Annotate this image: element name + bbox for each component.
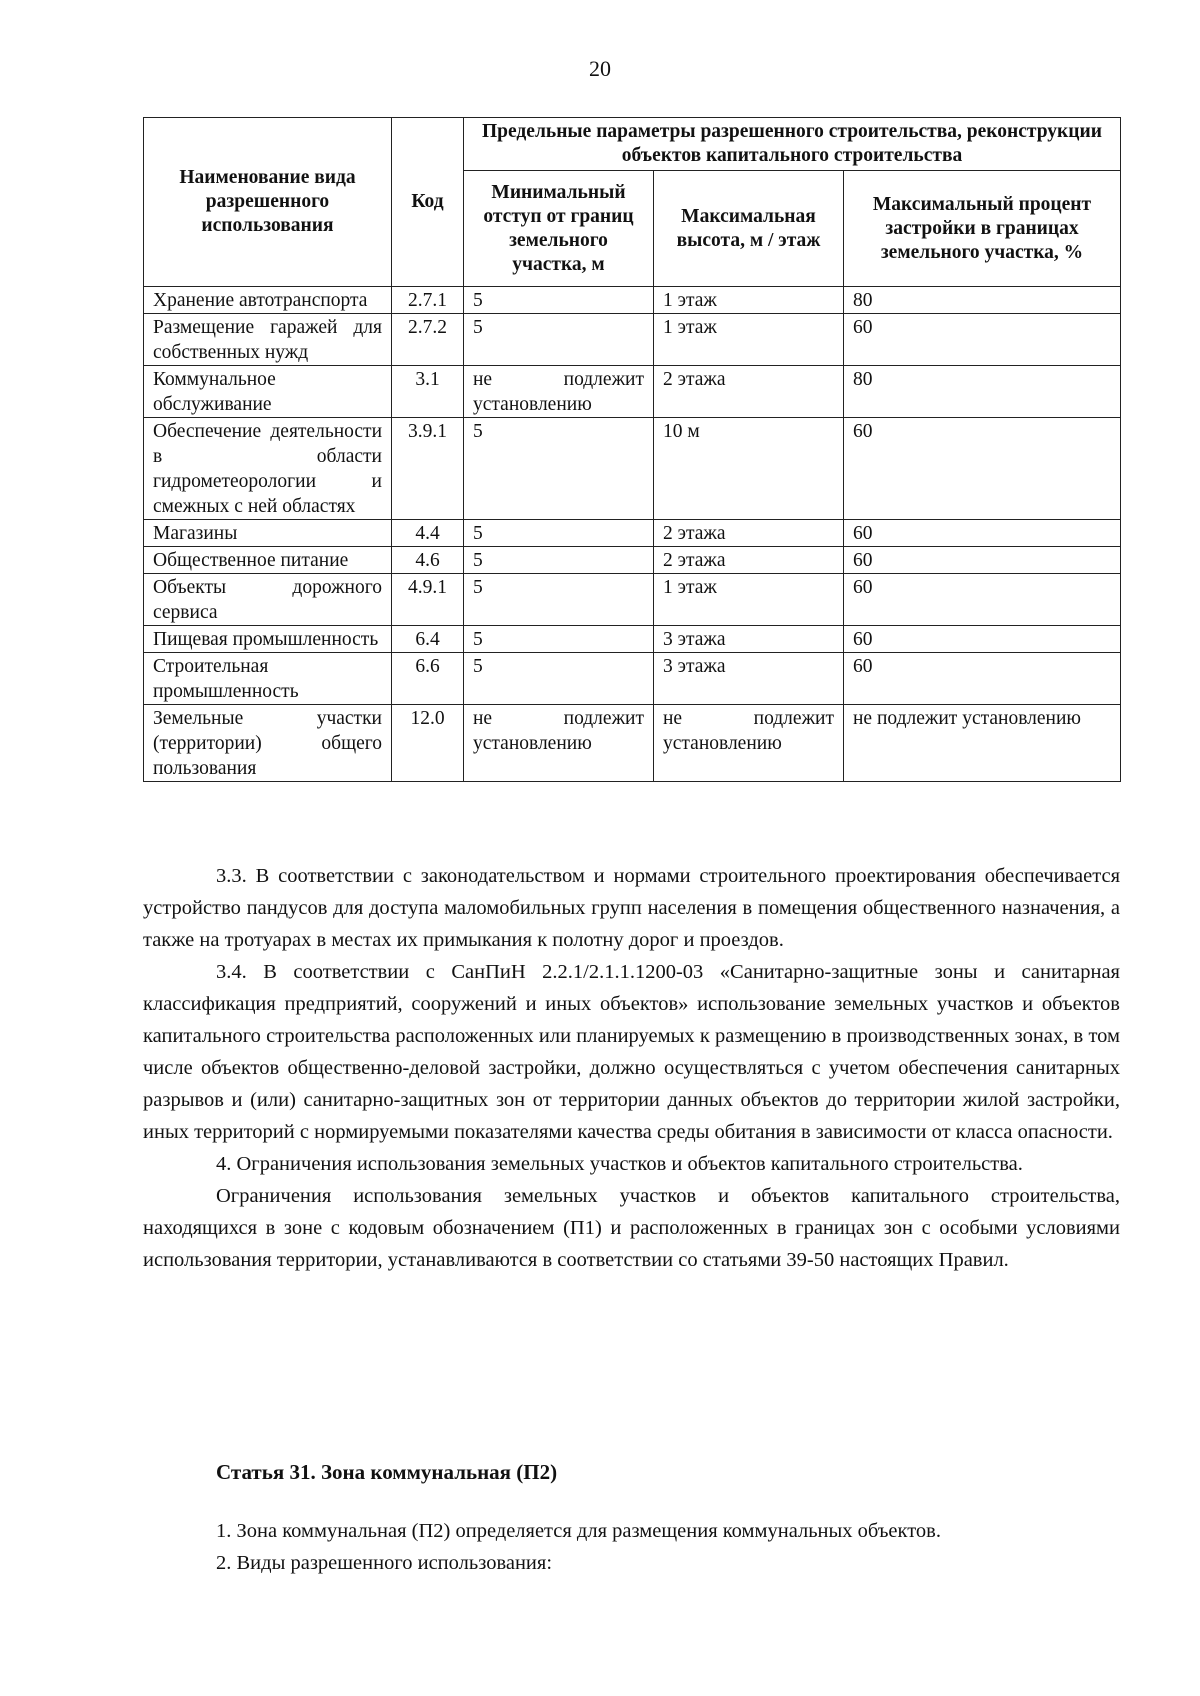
cell-name: Коммунальное обслуживание: [144, 366, 392, 418]
paragraph-4-restrictions: Ограничения использования земельных участков и объектов капитального строительства, находящихся в зоне с кодовым обозначением (П1) и расположенных в границах зон с особыми условиями использования территории, устанавливаются в соответствии со статьями 39-50 настоящих Правил.: [143, 1185, 1120, 1271]
cell-percent: 60: [844, 574, 1121, 626]
table-row: [144, 626, 1121, 653]
cell-code: 3.1: [392, 366, 464, 418]
cell-setback: 5: [464, 287, 654, 314]
cell-percent: 80: [844, 287, 1121, 314]
cell-setback: 5: [464, 418, 654, 520]
cell-height: 3 этажа: [654, 653, 844, 705]
table-row: [144, 366, 1121, 418]
table-row: [144, 287, 1121, 314]
cell-setback: 5: [464, 626, 654, 653]
cell-height: 2 этажа: [654, 547, 844, 574]
cell-percent: 60: [844, 418, 1121, 520]
paragraph-3-4: 3.4. В соответствии с СанПиН 2.2.1/2.1.1.1200-03 «Санитарно-защитные зоны и санитарная классификация предприятий, сооружений и иных объектов» использование земельных участков и объектов капитального строительства расположенных или планируемых к размещению в производственных зонах, в том числе объектов общественно-деловой застройки, должно осуществляться с учетом обеспечения санитарных разрывов и (или) санитарно-защитных зон от территории данных объектов до территории жилой застройки, иных территорий с нормируемыми показателями качества среды обитания в зависимости от класса опасности.: [143, 961, 1120, 1143]
cell-code: 4.6: [392, 547, 464, 574]
cell-setback: 5: [464, 547, 654, 574]
item-1: 1. Зона коммунальная (П2) определяется для размещения коммунальных объектов.: [216, 1520, 941, 1542]
body-text: [143, 860, 1120, 1276]
cell-height: 1 этаж: [654, 574, 844, 626]
cell-height: 1 этаж: [654, 314, 844, 366]
cell-percent: 80: [844, 366, 1121, 418]
cell-name: Хранение автотранспорта: [144, 287, 392, 314]
cell-setback: 5: [464, 574, 654, 626]
cell-percent: 60: [844, 520, 1121, 547]
cell-code: 4.9.1: [392, 574, 464, 626]
cell-name: Строительная промышленность: [144, 653, 392, 705]
cell-name: Обеспечение деятельности в области гидрометеорологии и смежных с ней областях: [144, 418, 392, 520]
cell-height: не подлежит установлению: [654, 705, 844, 782]
col-code-header: Код: [392, 118, 464, 287]
paragraph-3-3: 3.3. В соответствии с законодательством и нормами строительного проектирования обеспечивается устройство пандусов для доступа маломобильных групп населения в помещения общественного назначения, а также на тротуарах в местах их примыкания к полотну дорог и проездов.: [143, 865, 1120, 951]
article-heading: Статья 31. Зона коммунальная (П2): [216, 1460, 558, 1484]
cell-height: 2 этажа: [654, 520, 844, 547]
table-row: [144, 418, 1121, 520]
col-name-header: Наименование вида разрешенного использования: [144, 118, 392, 287]
cell-setback: не подлежит установлению: [464, 705, 654, 782]
cell-name: Общественное питание: [144, 547, 392, 574]
table-row: [144, 574, 1121, 626]
cell-setback: 5: [464, 314, 654, 366]
cell-setback: 5: [464, 653, 654, 705]
paragraph-4: 4. Ограничения использования земельных участков и объектов капитального строительства.: [216, 1153, 1023, 1175]
cell-code: 4.4: [392, 520, 464, 547]
page-number: 20: [589, 56, 611, 81]
cell-code: 2.7.2: [392, 314, 464, 366]
cell-name: Пищевая промышленность: [144, 626, 392, 653]
cell-percent: 60: [844, 626, 1121, 653]
cell-height: 3 этажа: [654, 626, 844, 653]
cell-code: 2.7.1: [392, 287, 464, 314]
group-header: Предельные параметры разрешенного строительства, реконструкции объектов капитального строительства: [464, 118, 1121, 171]
cell-height: 10 м: [654, 418, 844, 520]
cell-percent: 60: [844, 314, 1121, 366]
cell-name: Объекты дорожного сервиса: [144, 574, 392, 626]
table-row: [144, 547, 1121, 574]
cell-code: 6.6: [392, 653, 464, 705]
col-percent-header: Максимальный процент застройки в границах земельного участка, %: [844, 171, 1121, 287]
col-setback-header: Минимальный отступ от границ земельного участка, м: [464, 171, 654, 287]
cell-setback: 5: [464, 520, 654, 547]
table-row: [144, 653, 1121, 705]
cell-height: 1 этаж: [654, 287, 844, 314]
table-row: [144, 520, 1121, 547]
item-2: 2. Виды разрешенного использования:: [216, 1552, 553, 1574]
cell-name: Магазины: [144, 520, 392, 547]
cell-name: Размещение гаражей для собственных нужд: [144, 314, 392, 366]
cell-percent: 60: [844, 547, 1121, 574]
permitted-use-table: [143, 117, 1121, 782]
cell-percent: 60: [844, 653, 1121, 705]
table-header-row: [144, 118, 1121, 171]
cell-code: 3.9.1: [392, 418, 464, 520]
cell-percent: не подлежит установлению: [844, 705, 1121, 782]
cell-code: 6.4: [392, 626, 464, 653]
cell-height: 2 этажа: [654, 366, 844, 418]
table-row: [144, 705, 1121, 782]
cell-name: Земельные участки (территории) общего пользования: [144, 705, 392, 782]
table-row: [144, 314, 1121, 366]
cell-code: 12.0: [392, 705, 464, 782]
cell-setback: не подлежит установлению: [464, 366, 654, 418]
col-height-header: Максимальная высота, м / этаж: [654, 171, 844, 287]
